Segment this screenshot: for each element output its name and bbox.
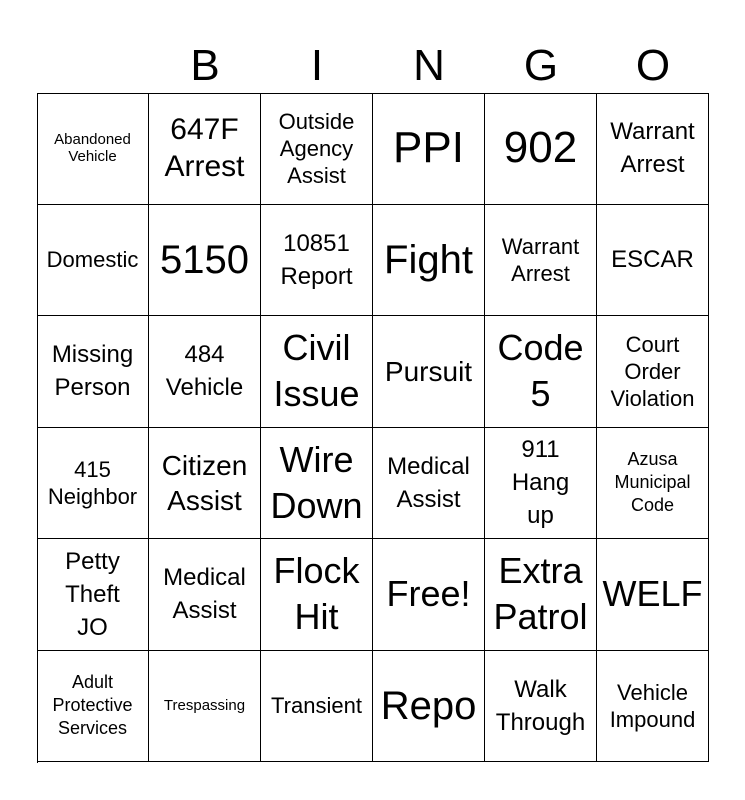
bingo-cell[interactable] [373,316,485,428]
bingo-header [37,38,709,94]
bingo-cell-label: Repo [380,683,477,728]
bingo-cell[interactable] [373,93,485,205]
bingo-cell[interactable] [597,651,709,763]
bingo-cell-label: 902 [503,123,578,173]
bingo-cell[interactable] [149,316,261,428]
bingo-cell-label: Warrant Arrest [610,118,695,179]
bingo-cell-label: Wire Down [270,438,363,526]
bingo-cell[interactable] [261,651,373,763]
bingo-cell[interactable] [485,316,597,428]
header-letter-o: O [635,41,671,90]
bingo-cell-label: Extra Patrol [493,550,588,638]
bingo-cell[interactable] [485,428,597,540]
bingo-cell-label: Abandoned Vehicle [54,131,131,166]
bingo-cell[interactable] [485,205,597,317]
header-letter-i: I [310,41,324,90]
bingo-cell[interactable] [485,93,597,205]
bingo-cell-label: Transient [271,693,362,719]
bingo-cell[interactable] [37,316,149,428]
bingo-cell-label: Trespassing [163,697,246,715]
bingo-cell[interactable] [261,316,373,428]
bingo-cell[interactable] [261,205,373,317]
bingo-cell[interactable] [261,539,373,651]
bingo-cell[interactable] [597,205,709,317]
bingo-cell-label: 5150 [160,237,249,282]
bingo-cell-label: Court Order Violation [610,331,695,411]
bingo-cell[interactable] [597,316,709,428]
bingo-cell-label: Walk Through [495,675,586,736]
bingo-cell[interactable] [485,539,597,651]
bingo-card-grid [37,93,709,763]
bingo-cell[interactable] [37,651,149,763]
bingo-cell-label: 647F Arrest [164,113,245,184]
bingo-cell-label: Adult Protective Services [52,672,133,739]
bingo-cell-label: 10851 Report [280,229,353,290]
bingo-cell-label: Civil Issue [273,327,360,415]
header-letter-n: N [413,41,445,90]
bingo-cell[interactable] [37,428,149,540]
bingo-cell-label: Domestic [46,247,139,273]
bingo-cell-label: Azusa Municipal Code [614,449,691,516]
bingo-cell-label: Citizen Assist [161,449,248,516]
bingo-cell-label: Pursuit [384,355,473,387]
bingo-cell-label: Warrant Arrest [501,233,580,286]
bingo-cell-label: Medical Assist [387,452,470,513]
header-letter-b: B [190,41,220,90]
bingo-cell-label: Vehicle Impound [609,679,696,732]
bingo-cell[interactable] [373,651,485,763]
bingo-cell[interactable] [261,428,373,540]
bingo-cell-label: Free! [386,573,471,615]
bingo-cell[interactable] [261,93,373,205]
header-letter-g: G [523,41,559,90]
bingo-cell[interactable] [597,93,709,205]
bingo-cell[interactable] [37,539,149,651]
bingo-cell-label: Code 5 [497,327,584,415]
bingo-cell[interactable] [149,428,261,540]
bingo-cell-label: Flock Hit [273,550,360,638]
bingo-cell-label: Medical Assist [163,564,246,625]
bingo-cell[interactable] [149,93,261,205]
bingo-cell[interactable] [597,539,709,651]
bingo-cell[interactable] [37,93,149,205]
bingo-cell-label: Outside Agency Assist [278,108,355,188]
bingo-cell[interactable] [373,428,485,540]
bingo-cell[interactable] [373,539,485,651]
bingo-cell[interactable] [597,428,709,540]
bingo-cell-label: Petty Theft JO [65,547,120,641]
bingo-cell[interactable] [37,205,149,317]
bingo-cell-label: 484 Vehicle [165,341,244,402]
bingo-cell[interactable] [149,651,261,763]
bingo-cell-label: Fight [384,237,473,282]
bingo-cell-label: WELF [602,573,703,615]
bingo-cell[interactable] [149,539,261,651]
bingo-cell-label: PPI [393,123,464,173]
bingo-cell[interactable] [485,651,597,763]
bingo-cell[interactable] [149,205,261,317]
bingo-cell-label: ESCAR [611,246,694,274]
bingo-cell-label: 911 Hang up [511,436,570,530]
bingo-cell[interactable] [373,205,485,317]
bingo-cell-label: Missing Person [51,341,134,402]
bingo-cell-label: 415 Neighbor [47,456,138,509]
